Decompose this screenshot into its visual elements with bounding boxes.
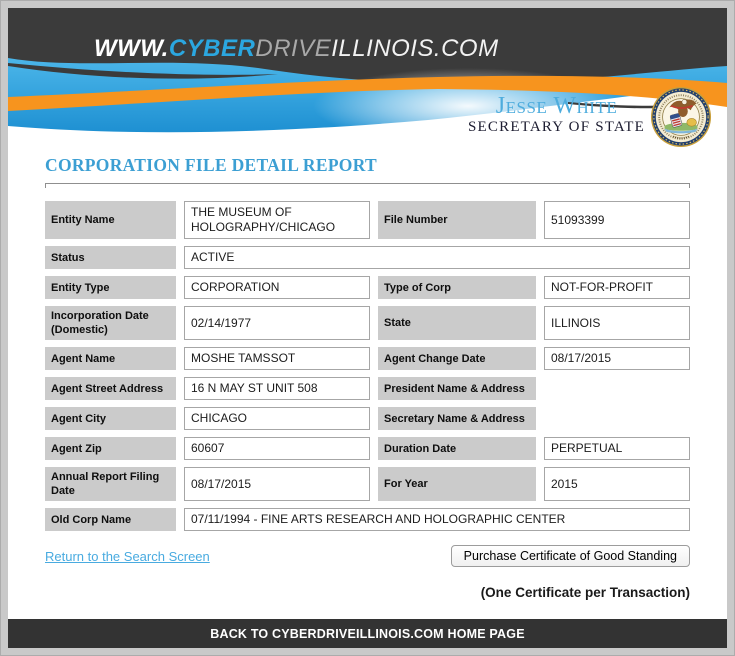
field-label: Agent Name: [45, 347, 176, 370]
actions-row: [45, 545, 690, 567]
field-value: ACTIVE: [184, 246, 690, 269]
field-label: Agent Zip: [45, 437, 176, 460]
field-value: 07/11/1994 - FINE ARTS RESEARCH AND HOLOGRAPHIC CENTER: [184, 508, 690, 531]
field-label: President Name & Address: [378, 377, 536, 400]
field-value: 60607: [184, 437, 370, 460]
field-label: Agent City: [45, 407, 176, 430]
certificate-note: (One Certificate per Transaction): [480, 585, 690, 600]
field-label: Duration Date: [378, 437, 536, 460]
field-label: State: [378, 306, 536, 340]
secretary-name: Jesse White: [495, 93, 618, 119]
field-label: Agent Street Address: [45, 377, 176, 400]
field-label: For Year: [378, 467, 536, 501]
logo-cyber: CYBER: [168, 35, 256, 62]
field-value: CORPORATION: [184, 276, 370, 299]
secretary-name-block: [468, 94, 645, 136]
field-label: Annual Report Filing Date: [45, 467, 176, 501]
field-value: PERPETUAL: [544, 437, 690, 460]
logo-drive: DRIVE: [255, 35, 332, 62]
detail-table: [45, 201, 690, 531]
field-label: Entity Type: [45, 276, 176, 299]
field-label: Agent Change Date: [378, 347, 536, 370]
footer-home-link[interactable]: BACK TO CYBERDRIVEILLINOIS.COM HOME PAGE: [210, 626, 525, 641]
table-top-rule: [45, 183, 690, 188]
field-value: NOT-FOR-PROFIT: [544, 276, 690, 299]
field-value: 2015: [544, 467, 690, 501]
field-label: Incorporation Date (Domestic): [45, 306, 176, 340]
field-value: ILLINOIS: [544, 306, 690, 340]
field-label: Entity Name: [45, 201, 176, 239]
footer-bar[interactable]: [8, 619, 727, 648]
field-label: Type of Corp: [378, 276, 536, 299]
field-value: MOSHE TAMSSOT: [184, 347, 370, 370]
field-label: Old Corp Name: [45, 508, 176, 531]
purchase-certificate-button[interactable]: Purchase Certificate of Good Standing: [451, 545, 690, 567]
main-content: [8, 154, 727, 600]
field-value: 51093399: [544, 201, 690, 239]
site-header: [8, 8, 727, 150]
field-label: Status: [45, 246, 176, 269]
illinois-state-seal-icon: [650, 86, 712, 148]
page-title: CORPORATION FILE DETAIL REPORT: [45, 155, 378, 175]
field-label: File Number: [378, 201, 536, 239]
page: [8, 8, 727, 648]
field-label: Secretary Name & Address: [378, 407, 536, 430]
logo-illinois-com: ILLINOIS.COM: [331, 35, 499, 62]
return-to-search-link[interactable]: Return to the Search Screen: [45, 548, 210, 564]
logo-www: WWW.: [94, 35, 169, 62]
field-value: 08/17/2015: [544, 347, 690, 370]
field-value: 08/17/2015: [184, 467, 370, 501]
field-value: 16 N MAY ST UNIT 508: [184, 377, 370, 400]
field-value: 02/14/1977: [184, 306, 370, 340]
site-logo[interactable]: [94, 35, 499, 63]
field-value: THE MUSEUM OF HOLOGRAPHY/CHICAGO: [184, 201, 370, 239]
secretary-title: SECRETARY OF STATE: [468, 119, 645, 135]
field-value: CHICAGO: [184, 407, 370, 430]
